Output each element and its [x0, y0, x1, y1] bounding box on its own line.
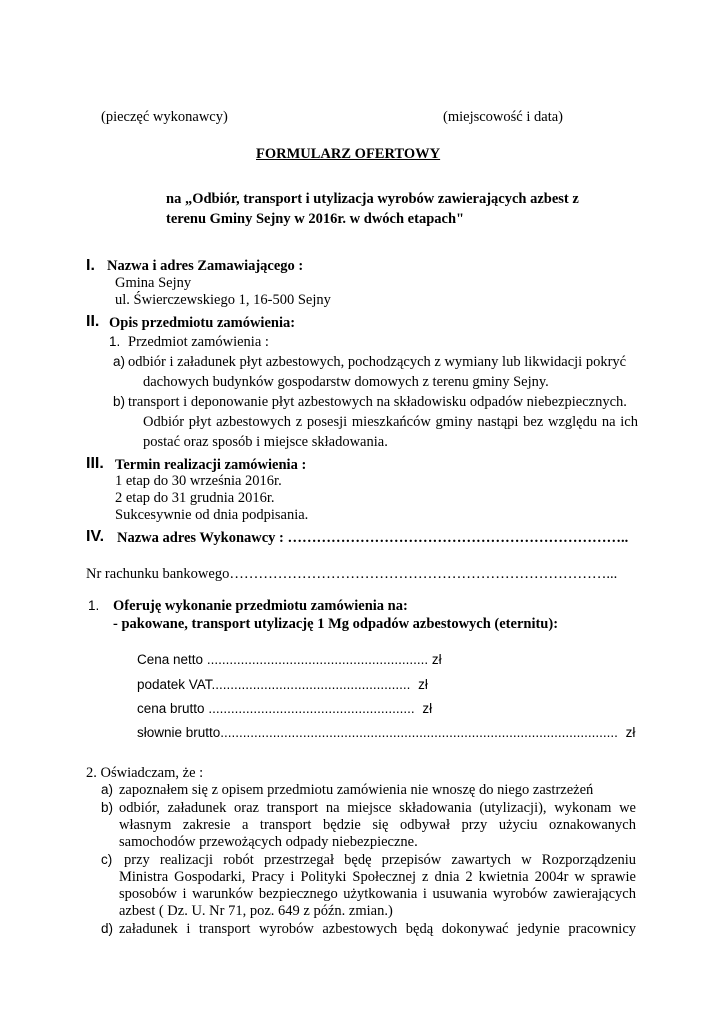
- price-words-dots[interactable]: ..........................................................................................................: [220, 725, 618, 740]
- decl-a-line-1: zapoznałem się z opisem przedmiotu zamówienia nie wnoszę do niego zastrzeżeń: [119, 782, 594, 798]
- subtitle-line-2: terenu Gminy Sejny w 2016r. w dwóch etapach": [166, 211, 465, 227]
- vat-label: podatek VAT: [137, 677, 212, 692]
- item-a-line-1: odbiór i załadunek płyt azbestowych, pochodzących z wymiany lub likwidacji pokryć: [128, 354, 627, 370]
- item-b-line-2: Odbiór płyt azbestowych z posesji mieszkańców gminy nastąpi bez względu na ich: [143, 414, 638, 430]
- stamp-label: (pieczęć wykonawcy): [101, 109, 228, 125]
- item-b-line-3: postać oraz sposób i miejsce składowania.: [143, 434, 388, 450]
- price-gross-dots[interactable]: .......................................................: [208, 701, 415, 716]
- offer-subheading: - pakowane, transport utylizację 1 Mg odpadów azbestowych (eternitu):: [113, 616, 559, 632]
- price-net-unit: zł: [431, 652, 442, 667]
- item-a-marker: a): [113, 354, 126, 369]
- contractor-name-field[interactable]: Nazwa adres Wykonawcy : ……………………………………………………………..: [117, 530, 629, 546]
- section-1-numeral: I.: [86, 257, 95, 274]
- price-net-field[interactable]: [137, 653, 442, 667]
- decl-c-line-3: sposobów i warunków bezpiecznego użytkowania i usuwania wyrobów zawierających: [119, 886, 636, 902]
- vat-field[interactable]: [137, 678, 428, 692]
- decl-d-line-1: załadunek i transport wyrobów azbestowych będą dokonywać jedynie pracownicy: [119, 921, 636, 937]
- decl-c-line-2: Ministra Gospodarki, Pracy i Polityki Społecznej z dnia 2 kwietnia 2004r w sprawie: [119, 869, 636, 885]
- price-words-unit: zł: [625, 725, 636, 740]
- section-4-numeral: IV.: [86, 528, 105, 545]
- item-1-marker: 1.: [109, 334, 121, 349]
- decl-c-marker: c): [101, 852, 113, 867]
- place-date-label: (miejscowość i data): [443, 109, 563, 125]
- section-2-numeral: II.: [86, 313, 100, 330]
- declarations-heading: 2. Oświadczam, że :: [86, 765, 204, 781]
- decl-c-line-4: azbest ( Dz. U. Nr 71, poz. 649 z późn. zmian.): [119, 903, 393, 919]
- continuous-note: Sukcesywnie od dnia podpisania.: [115, 507, 309, 523]
- page-title: FORMULARZ OFERTOWY: [256, 146, 441, 162]
- section-1-heading: Nazwa i adres Zamawiającego :: [107, 258, 304, 274]
- offer-marker: 1.: [88, 598, 100, 613]
- decl-b-line-1: odbiór, załadunek oraz transport na miejsce składowania (utylizacji), wykonam we: [119, 800, 636, 816]
- price-gross-unit: zł: [422, 701, 433, 716]
- price-net-dots[interactable]: ...........................................................: [206, 652, 429, 667]
- price-words-field[interactable]: [137, 726, 635, 740]
- vat-unit: zł: [418, 677, 428, 692]
- item-a-line-2: dachowych budynków gospodarstw domowych z terenu gminy Sejny.: [143, 374, 549, 390]
- price-net-label: Cena netto: [137, 652, 204, 667]
- item-b-marker: b): [113, 394, 126, 409]
- vat-dots[interactable]: .....................................................: [211, 677, 411, 692]
- section-3-numeral: III.: [86, 455, 104, 472]
- price-words-label: słownie brutto: [137, 725, 221, 740]
- decl-b-marker: b): [101, 800, 114, 815]
- stage-1-deadline: 1 etap do 30 września 2016r.: [115, 473, 282, 489]
- client-name: Gmina Sejny: [115, 275, 192, 291]
- item-1-text: Przedmiot zamówienia :: [128, 334, 269, 350]
- stage-2-deadline: 2 etap do 31 grudnia 2016r.: [115, 490, 275, 506]
- item-b-line-1: transport i deponowanie płyt azbestowych na składowisku odpadów niebezpiecznych.: [128, 394, 627, 410]
- subtitle-line-1: na „Odbiór, transport i utylizacja wyrobów zawierających azbest z: [166, 191, 579, 207]
- decl-d-marker: d): [101, 921, 114, 936]
- client-address: ul. Świerczewskiego 1, 16-500 Sejny: [115, 292, 331, 308]
- decl-b-line-2: własnym zakresie a transport będzie się odbywał przy użyciu oznakowanych: [119, 817, 636, 833]
- bank-account-field[interactable]: Nr rachunku bankowego……………………………………………………………………...: [86, 566, 618, 582]
- price-gross-label: cena brutto: [137, 701, 205, 716]
- price-gross-field[interactable]: [137, 702, 432, 716]
- section-3-heading: Termin realizacji zamówienia :: [115, 457, 307, 473]
- decl-a-marker: a): [101, 782, 114, 797]
- offer-heading: Oferuję wykonanie przedmiotu zamówienia na:: [113, 598, 408, 614]
- decl-b-line-3: samochodów przewożących odpady niebezpieczne.: [119, 834, 418, 850]
- section-2-heading: Opis przedmiotu zamówienia:: [109, 315, 296, 331]
- decl-c-line-1: przy realizacji robót przestrzegał będę przepisów zawartych w Rozporządzeniu: [124, 852, 636, 868]
